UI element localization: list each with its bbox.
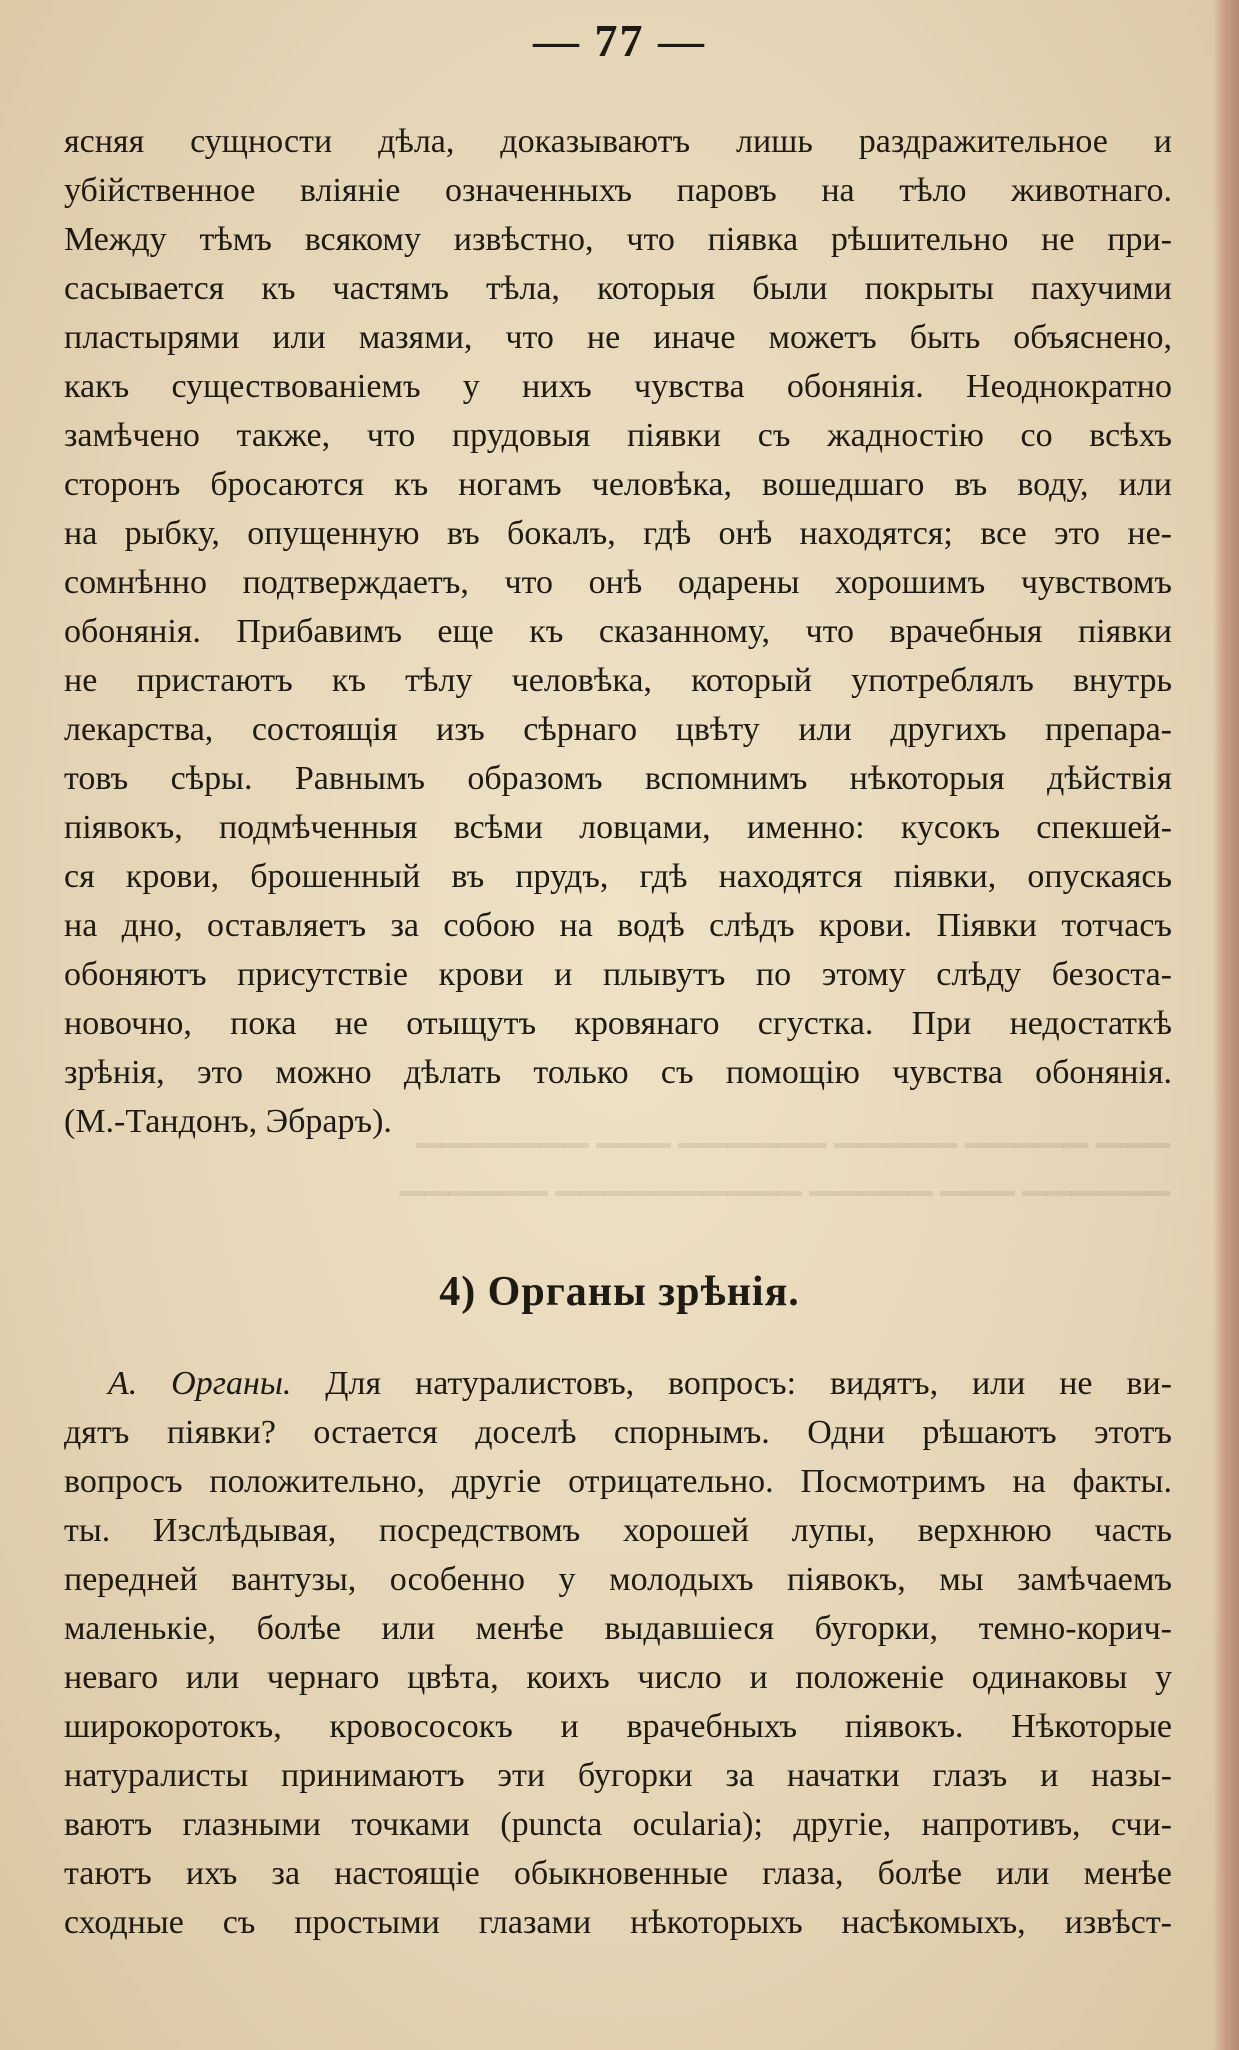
paragraph-olfaction xyxy=(64,117,1172,1146)
paragraph-vision-organs xyxy=(64,1359,1172,1947)
text-line: на рыбку, опущенную въ бокалъ, гдѣ онѣ находятся; все это не- xyxy=(64,515,1172,552)
text-line: на дно, оставляетъ за собою на водѣ слѣдъ крови. Піявки тотчасъ xyxy=(64,907,1172,944)
text-line: обоняютъ присутствіе крови и плывутъ по этому слѣду безоста- xyxy=(64,956,1172,993)
text-line: Между тѣмъ всякому извѣстно, что піявка рѣшительно не при- xyxy=(64,221,1172,258)
text-line: вопросъ положительно, другіе отрицательно. Посмотримъ на факты. xyxy=(64,1463,1172,1500)
text-line: маленькіе, болѣе или менѣе выдавшіеся бугорки, темно-корич- xyxy=(64,1610,1172,1647)
page-edge xyxy=(1213,0,1239,2050)
text-line: дятъ піявки? остается доселѣ спорнымъ. Одни рѣшаютъ этотъ xyxy=(64,1414,1172,1451)
text-line: зрѣнія, это можно дѣлать только съ помощію чувства обонянія. xyxy=(64,1054,1172,1091)
text-line: убійственное вліяніе означенныхъ паровъ на тѣло животнаго. xyxy=(64,172,1172,209)
subsection-label: А. Органы. xyxy=(108,1365,292,1402)
text-line: неваго или чернаго цвѣта, коихъ число и положеніе одинаковы у xyxy=(64,1659,1172,1696)
text-line: товъ сѣры. Равнымъ образомъ вспомнимъ нѣкоторыя дѣйствія xyxy=(64,760,1172,797)
text-line: сомнѣнно подтверждаетъ, что онѣ одарены хорошимъ чувствомъ xyxy=(64,564,1172,601)
text-line: пластырями или мазями, что не иначе можетъ быть объяснено, xyxy=(64,319,1172,356)
text-line: какъ существованіемъ у нихъ чувства обонянія. Неоднократно xyxy=(64,368,1172,405)
page-number: — 77 — xyxy=(533,15,706,66)
text-line: ясняя сущности дѣла, доказываютъ лишь раздражительное и xyxy=(64,123,1172,160)
text-line: сторонъ бросаются къ ногамъ человѣка, вошедшаго въ воду, или xyxy=(64,466,1172,503)
section-heading: 4) Органы зрѣнія. xyxy=(439,1269,800,1315)
text-line: замѣчено также, что прудовыя піявки съ жадностію со всѣхъ xyxy=(64,417,1172,454)
bleed-through-line: ▁▁▁▁▁▁ ▁▁▁ ▁▁▁▁▁ ▁▁▁▁▁▁▁▁▁▁ ▁▁▁▁▁▁ xyxy=(399,1159,1170,1195)
text-line: ся крови, брошенный въ прудъ, гдѣ находятся піявки, опускаясь xyxy=(64,858,1172,895)
text-line: передней вантузы, особенно у молодыхъ піявокъ, мы замѣчаемъ xyxy=(64,1561,1172,1598)
text-line: не пристаютъ къ тѣлу человѣка, который употреблялъ внутрь xyxy=(64,662,1172,699)
text-line: новочно, пока не отыщутъ кровянаго сгустка. При недостаткѣ xyxy=(64,1005,1172,1042)
text-line: (М.-Тандонъ, Эбраръ). xyxy=(64,1103,392,1140)
text-line: широкоротокъ, кровососокъ и врачебныхъ піявокъ. Нѣкоторые xyxy=(64,1708,1172,1745)
text-line: лекарства, состоящія изъ сѣрнаго цвѣту или другихъ препара- xyxy=(64,711,1172,748)
bleed-through-text xyxy=(90,1105,1170,1201)
bleed-through-line: ▁▁▁ ▁▁▁▁▁ ▁▁▁▁▁ ▁▁▁▁▁▁ ▁▁▁ ▁▁▁▁▁▁▁ xyxy=(416,1111,1170,1147)
text-line: натуралисты принимаютъ эти бугорки за начатки глазъ и назы- xyxy=(64,1757,1172,1794)
text-line: обонянія. Прибавимъ еще къ сказанному, что врачебныя піявки xyxy=(64,613,1172,650)
text-fragment: Для натуралистовъ, вопросъ: видятъ, или не ви- xyxy=(325,1365,1172,1402)
text-line: сходные съ простыми глазами нѣкоторыхъ насѣкомыхъ, извѣст- xyxy=(64,1904,1172,1941)
text-line: піявокъ, подмѣченныя всѣми ловцами, именно: кусокъ спекшей- xyxy=(64,809,1172,846)
text-line: ты. Изслѣдывая, посредствомъ хорошей лупы, верхнюю часть xyxy=(64,1512,1172,1549)
text-line: таютъ ихъ за настоящіе обыкновенные глаза, болѣе или менѣе xyxy=(64,1855,1172,1892)
text-line: ваютъ глазными точками (puncta ocularia); другіе, напротивъ, счи- xyxy=(64,1806,1172,1843)
text-line: сасывается къ частямъ тѣла, которыя были покрыты пахучими xyxy=(64,270,1172,307)
text-line-first xyxy=(64,1359,1172,1408)
